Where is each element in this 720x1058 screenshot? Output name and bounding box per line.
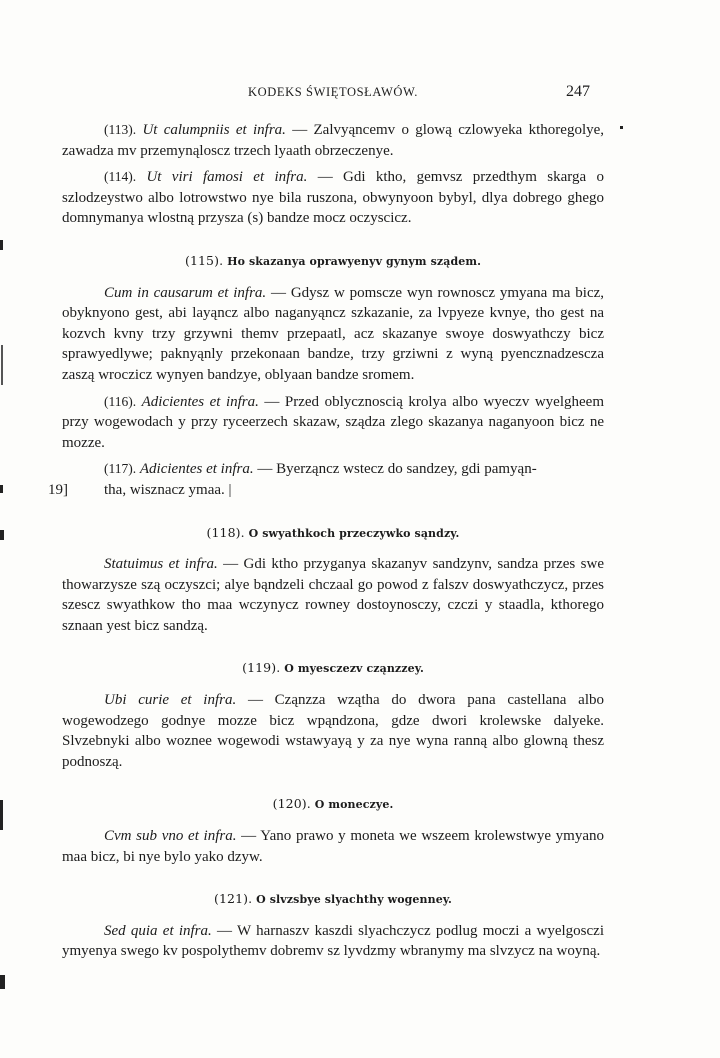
latin-incipit: Adicientes et infra. [139, 461, 254, 478]
section-number: (113). [104, 122, 137, 137]
latin-incipit: Ubi curie et infra. [104, 692, 237, 709]
paragraph-117 [62, 459, 604, 480]
scan-mark [1, 345, 3, 385]
paragraph-text: — Cząnzza wzątha do dwora pana castellana albo wogewodzego godnye mozze bicz wpąndzona, gdze dwori krolewske dalyeke. Slvzebnyki albo woznee wogewodi wstawyayą y za nye wyna ranną albo glowną thesz podnoszą. [62, 692, 604, 770]
section-heading-121 [62, 889, 604, 911]
page-number: 247 [566, 83, 590, 100]
paragraph-117-continuation [48, 480, 604, 501]
paragraph-text: — Gdysz w pomscze wyn rownoscz ymyana ma bicz, obyknyono gest, abi layąncz albo naganyąncz szkazanie, za lvpyeze kvnye, tho gest na kozvch kvny trzy grzywni themv przepaatl, acz skazanye swoye doswyathczy bicz sprawyedlywe; paknyąnly przekonaan bandze, trzy grziwni z wyną pyencznadzescza zaszą wroczicz wynyen bandzye, oblyaan bandze sromem. [62, 284, 605, 383]
section-heading-118 [62, 523, 604, 545]
paragraph-text: — Przed oblycznoscią krolya albo wyeczv wyelgheem przy wogewodach y przy ryceerzech skazaw, sządza zlego skazanya naganyoon bicz ne mozze. [62, 393, 604, 451]
section-heading-119 [62, 658, 604, 680]
heading-title: O swyathkoch przeczywko sąndzy. [248, 526, 460, 540]
latin-incipit: Adicientes et infra. [141, 393, 259, 410]
scan-mark [0, 240, 3, 250]
section-number: (114). [104, 169, 137, 185]
section-number: (116). [104, 393, 137, 409]
latin-incipit: Ut viri famosi et infra. [146, 169, 308, 186]
latin-incipit: Cvm sub vno et infra. [104, 828, 237, 845]
latin-incipit: Statuimus et infra. [104, 556, 218, 573]
latin-incipit: Ut calumpniis et infra. [142, 122, 286, 138]
continuation-line: tha, wisznacz ymaa. | [104, 481, 232, 498]
section-number: (117). [104, 461, 137, 477]
paragraph-text: — Byerząncz wstecz do sandzey, gdi pamyąn- [253, 461, 537, 478]
paragraph-text: — Zalvyąncemv o glową czlowyeka kthoregolye, zawadza mv przemynąloscz trzech lyaath obrzeczenye. [62, 122, 605, 159]
section-heading-120 [62, 794, 604, 816]
section-heading-115 [62, 251, 604, 273]
paragraph-120 [62, 826, 604, 867]
heading-number: (115). [184, 252, 224, 268]
scan-mark [0, 530, 4, 540]
scan-mark [0, 975, 5, 989]
heading-title: Ho skazanya oprawyenyv gynym sządem. [227, 254, 482, 268]
paragraph-118 [62, 554, 604, 636]
latin-incipit: Sed quia et infra. [104, 922, 212, 939]
paragraph-text: — Gdi ktho przyganya skazanyv sandzynv, sandza przes swe thowarzysze szą oczyszci; alye bąndzeli chczaal go powod z falszv doswyathczycz, przes szescz swyathkow tho maa wczynycz rowney dostoynosczy, czczi y staadla, kthorego sznaan yest bicz sandzą. [62, 556, 605, 634]
heading-number: (118). [206, 524, 245, 540]
heading-number: (119). [242, 660, 281, 676]
paragraph-113 [62, 120, 604, 161]
margin-folio-note: 19] [48, 481, 68, 498]
paragraph-text: — Gdi ktho, gemvsz przedthym skarga o szlodzeystwo albo lotrowstwo nye bila ruszona, obwynyoon bybyl, dlya dobrego ghego domnymanya wlostną przysza (s) bandze mocz oczyscicz. [62, 169, 604, 227]
paragraph-116 [62, 392, 604, 454]
paragraph-text: — W harnaszv kaszdi slyachczycz podlug moczi a wyelgosczi ymyenya swego kv pospolythemv dobremv sz lyvdzmy wbranymy ma slvzycz na woyną. [62, 922, 604, 960]
latin-incipit: Cum in causarum et infra. [104, 284, 267, 301]
paragraph-119 [62, 690, 604, 772]
running-title: KODEKS ŚWIĘTOSŁAWÓW. [248, 85, 419, 99]
paragraph-121 [62, 921, 604, 962]
scan-mark [620, 126, 623, 129]
scan-mark [0, 800, 3, 830]
paragraph-text: — Yano prawo y moneta we wszeem krolewstwye ymyano maa bicz, bi nye bylo yako dzyw. [62, 828, 604, 865]
heading-number: (120). [272, 796, 311, 812]
heading-number: (121). [214, 891, 253, 907]
heading-title: O moneczye. [314, 798, 394, 812]
scan-mark [0, 485, 3, 493]
page-header [0, 83, 720, 105]
paragraph-114 [62, 167, 604, 229]
body-text [48, 120, 605, 968]
paragraph-115 [62, 283, 604, 386]
heading-title: O myesczezv cząnzzey. [284, 662, 424, 676]
heading-title: O slvzsbye slyachthy wogenney. [256, 893, 452, 907]
